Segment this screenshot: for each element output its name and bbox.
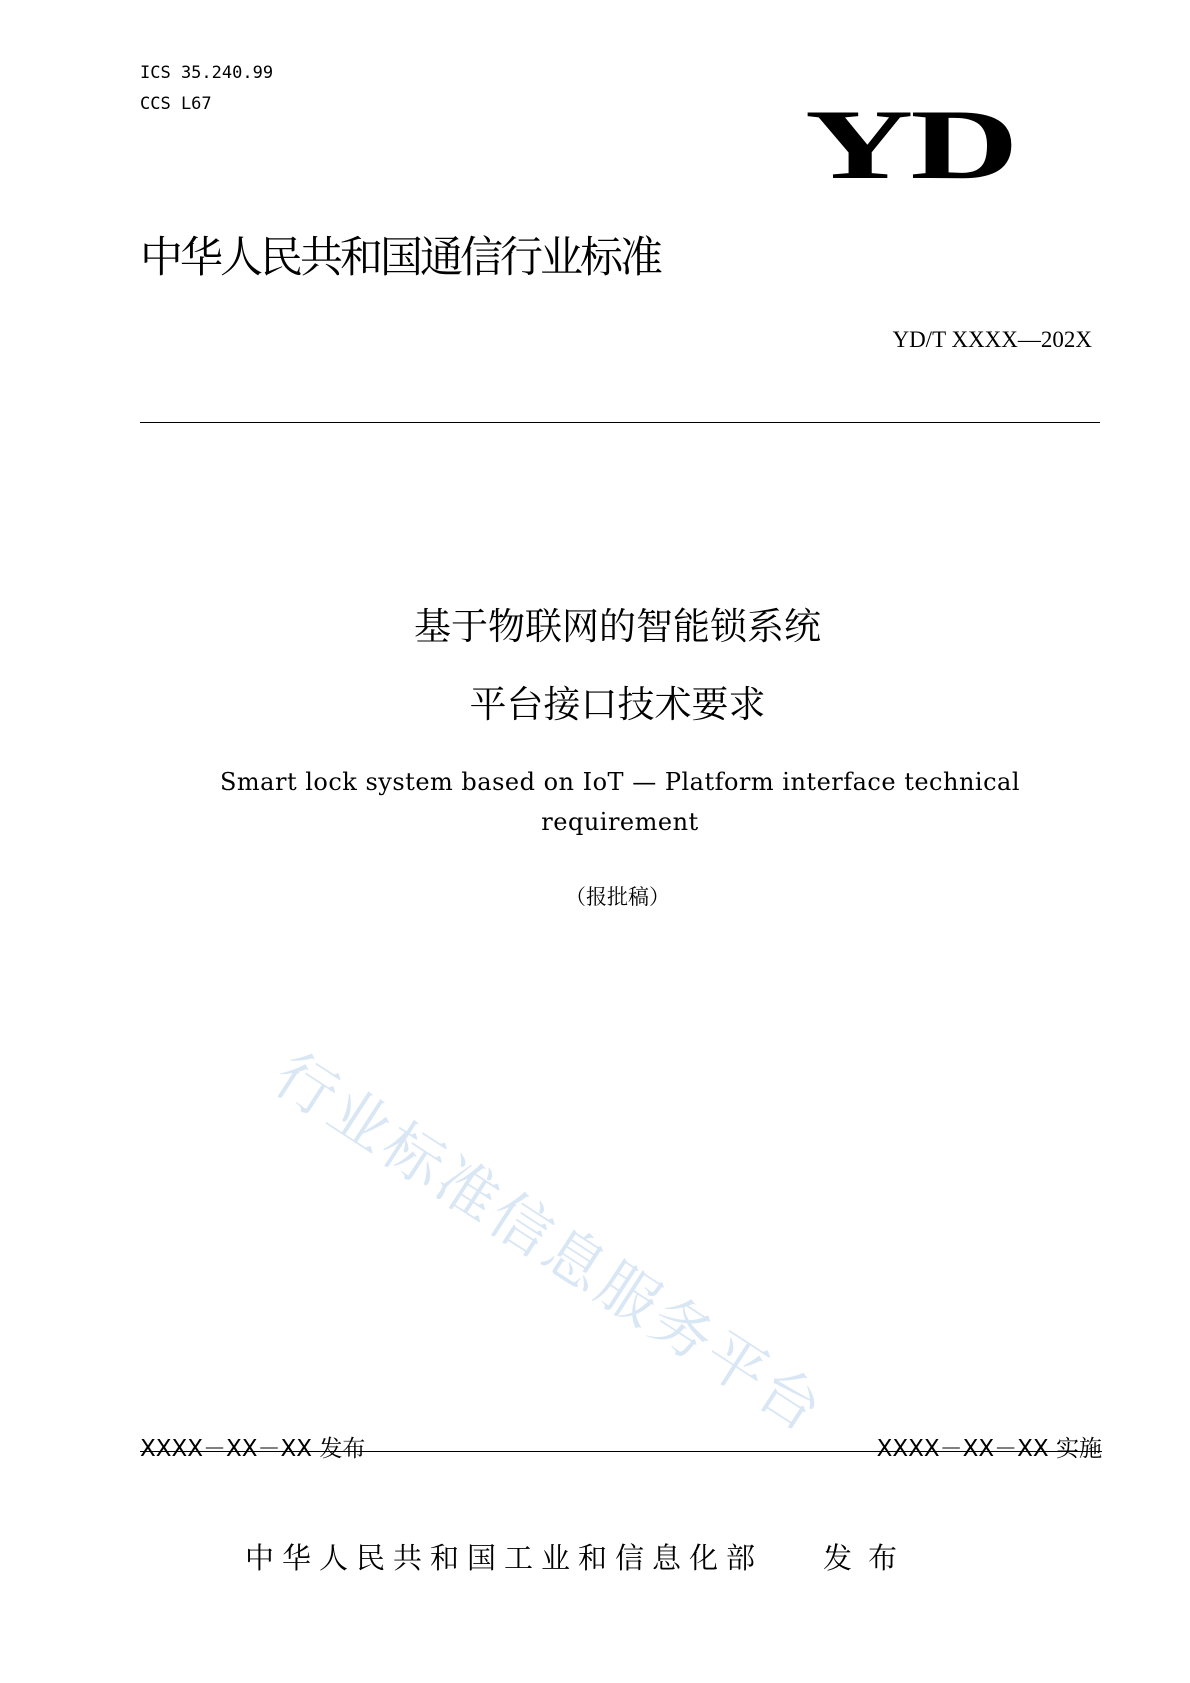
ics-code: ICS 35.240.99: [140, 63, 274, 83]
draft-status: （报批稿）: [565, 885, 670, 909]
ccs-code: CCS L67: [140, 94, 212, 114]
yd-logo: YD: [805, 89, 1016, 200]
chinese-title-line-1: 基于物联网的智能锁系统: [414, 605, 821, 648]
standard-number: YD/T XXXX—202X: [892, 327, 1092, 352]
implement-date: XXXX－XX－XX 实施: [876, 1436, 1102, 1462]
date-row: [140, 1432, 1102, 1466]
english-title: Smart lock system based on IoT — Platform interface technical requirement: [219, 768, 1021, 836]
watermark: 行业标准信息服务平台: [261, 1040, 837, 1448]
standard-category-title: 中华人民共和国通信行业标准: [140, 233, 660, 283]
chinese-title: [0, 588, 1190, 744]
header-divider: [140, 422, 1100, 423]
issuing-ministry: 中华人民共和国工业和信息化部: [245, 1541, 764, 1575]
classification-codes: [140, 58, 273, 120]
issue-action: 发布: [823, 1541, 914, 1575]
issuer: [245, 1538, 913, 1578]
publish-date: XXXX－XX－XX 发布: [140, 1436, 366, 1462]
chinese-title-line-2: 平台接口技术要求: [469, 683, 766, 726]
